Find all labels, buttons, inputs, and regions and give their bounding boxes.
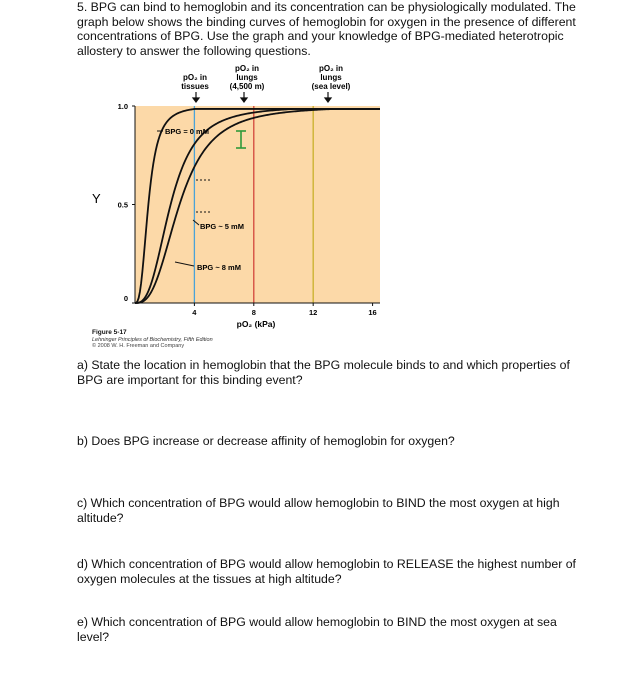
x-tick-label: 4 <box>192 308 197 317</box>
label-sea-line3: (sea level) <box>311 82 351 91</box>
label-alt-line1: pO₂ in <box>235 64 259 73</box>
caption-title: Figure 5-17 <box>92 329 127 336</box>
x-tick-label: 16 <box>368 308 377 317</box>
question-c: c) Which concentration of BPG would allow hemoglobin to BIND the most oxygen at high altitude? <box>77 496 560 525</box>
y-tick-label: 0.5 <box>117 200 128 210</box>
caption-copyright: © 2008 W. H. Freeman and Company <box>92 343 185 349</box>
caption-source: Lehninger Principles of Biochemistry, Fifth Edition <box>92 336 213 343</box>
question-intro: 5. BPG can bind to hemoglobin and its concentration can be physiologically modulated. The graph below shows the binding curves of hemoglobin for oxygen in the presence of different concentrations of BPG. Use the graph and your knowledge of BPG-mediated heterotropic allostery to answer the following questions. <box>77 0 576 58</box>
label-alt-line3: (4,500 m) <box>229 82 265 91</box>
question-e: e) Which concentration of BPG would allow hemoglobin to BIND the most oxygen at sea level? <box>77 615 557 644</box>
curve-label-bpg-5: BPG ~ 5 mM <box>200 222 244 231</box>
binding-curve-chart <box>0 0 632 340</box>
label-tissues-word: tissues <box>181 82 209 91</box>
y-tick-label: 0 <box>123 294 128 303</box>
label-sea-line1: pO₂ in <box>319 64 343 73</box>
arrow-sea-level-icon <box>325 92 331 102</box>
x-tick-label: 8 <box>251 308 256 317</box>
label-sea-line2: lungs <box>320 73 342 82</box>
x-tick-label: 12 <box>309 308 318 317</box>
arrow-tissues-icon <box>193 92 199 102</box>
y-tick-label: 1.0 <box>117 102 128 111</box>
question-a: a) State the location in hemoglobin that the BPG molecule binds to and which properties of BPG are important for this binding event? <box>77 358 570 387</box>
y-axis-label: Y <box>92 191 101 206</box>
label-tissues-po2: pO₂ in <box>183 73 207 82</box>
arrow-altitude-icon <box>241 92 247 102</box>
curve-label-bpg-0: BPG = 0 mM <box>165 127 209 136</box>
x-axis-label: pO₂ (kPa) <box>236 319 276 329</box>
label-alt-line2: lungs <box>236 73 258 82</box>
question-b: b) Does BPG increase or decrease affinity of hemoglobin for oxygen? <box>77 434 455 448</box>
curve-label-bpg-8: BPG ~ 8 mM <box>197 263 241 272</box>
question-d: d) Which concentration of BPG would allow hemoglobin to RELEASE the highest number of oxygen molecules at the tissues at high altitude? <box>77 557 576 586</box>
figure-caption <box>92 330 213 350</box>
